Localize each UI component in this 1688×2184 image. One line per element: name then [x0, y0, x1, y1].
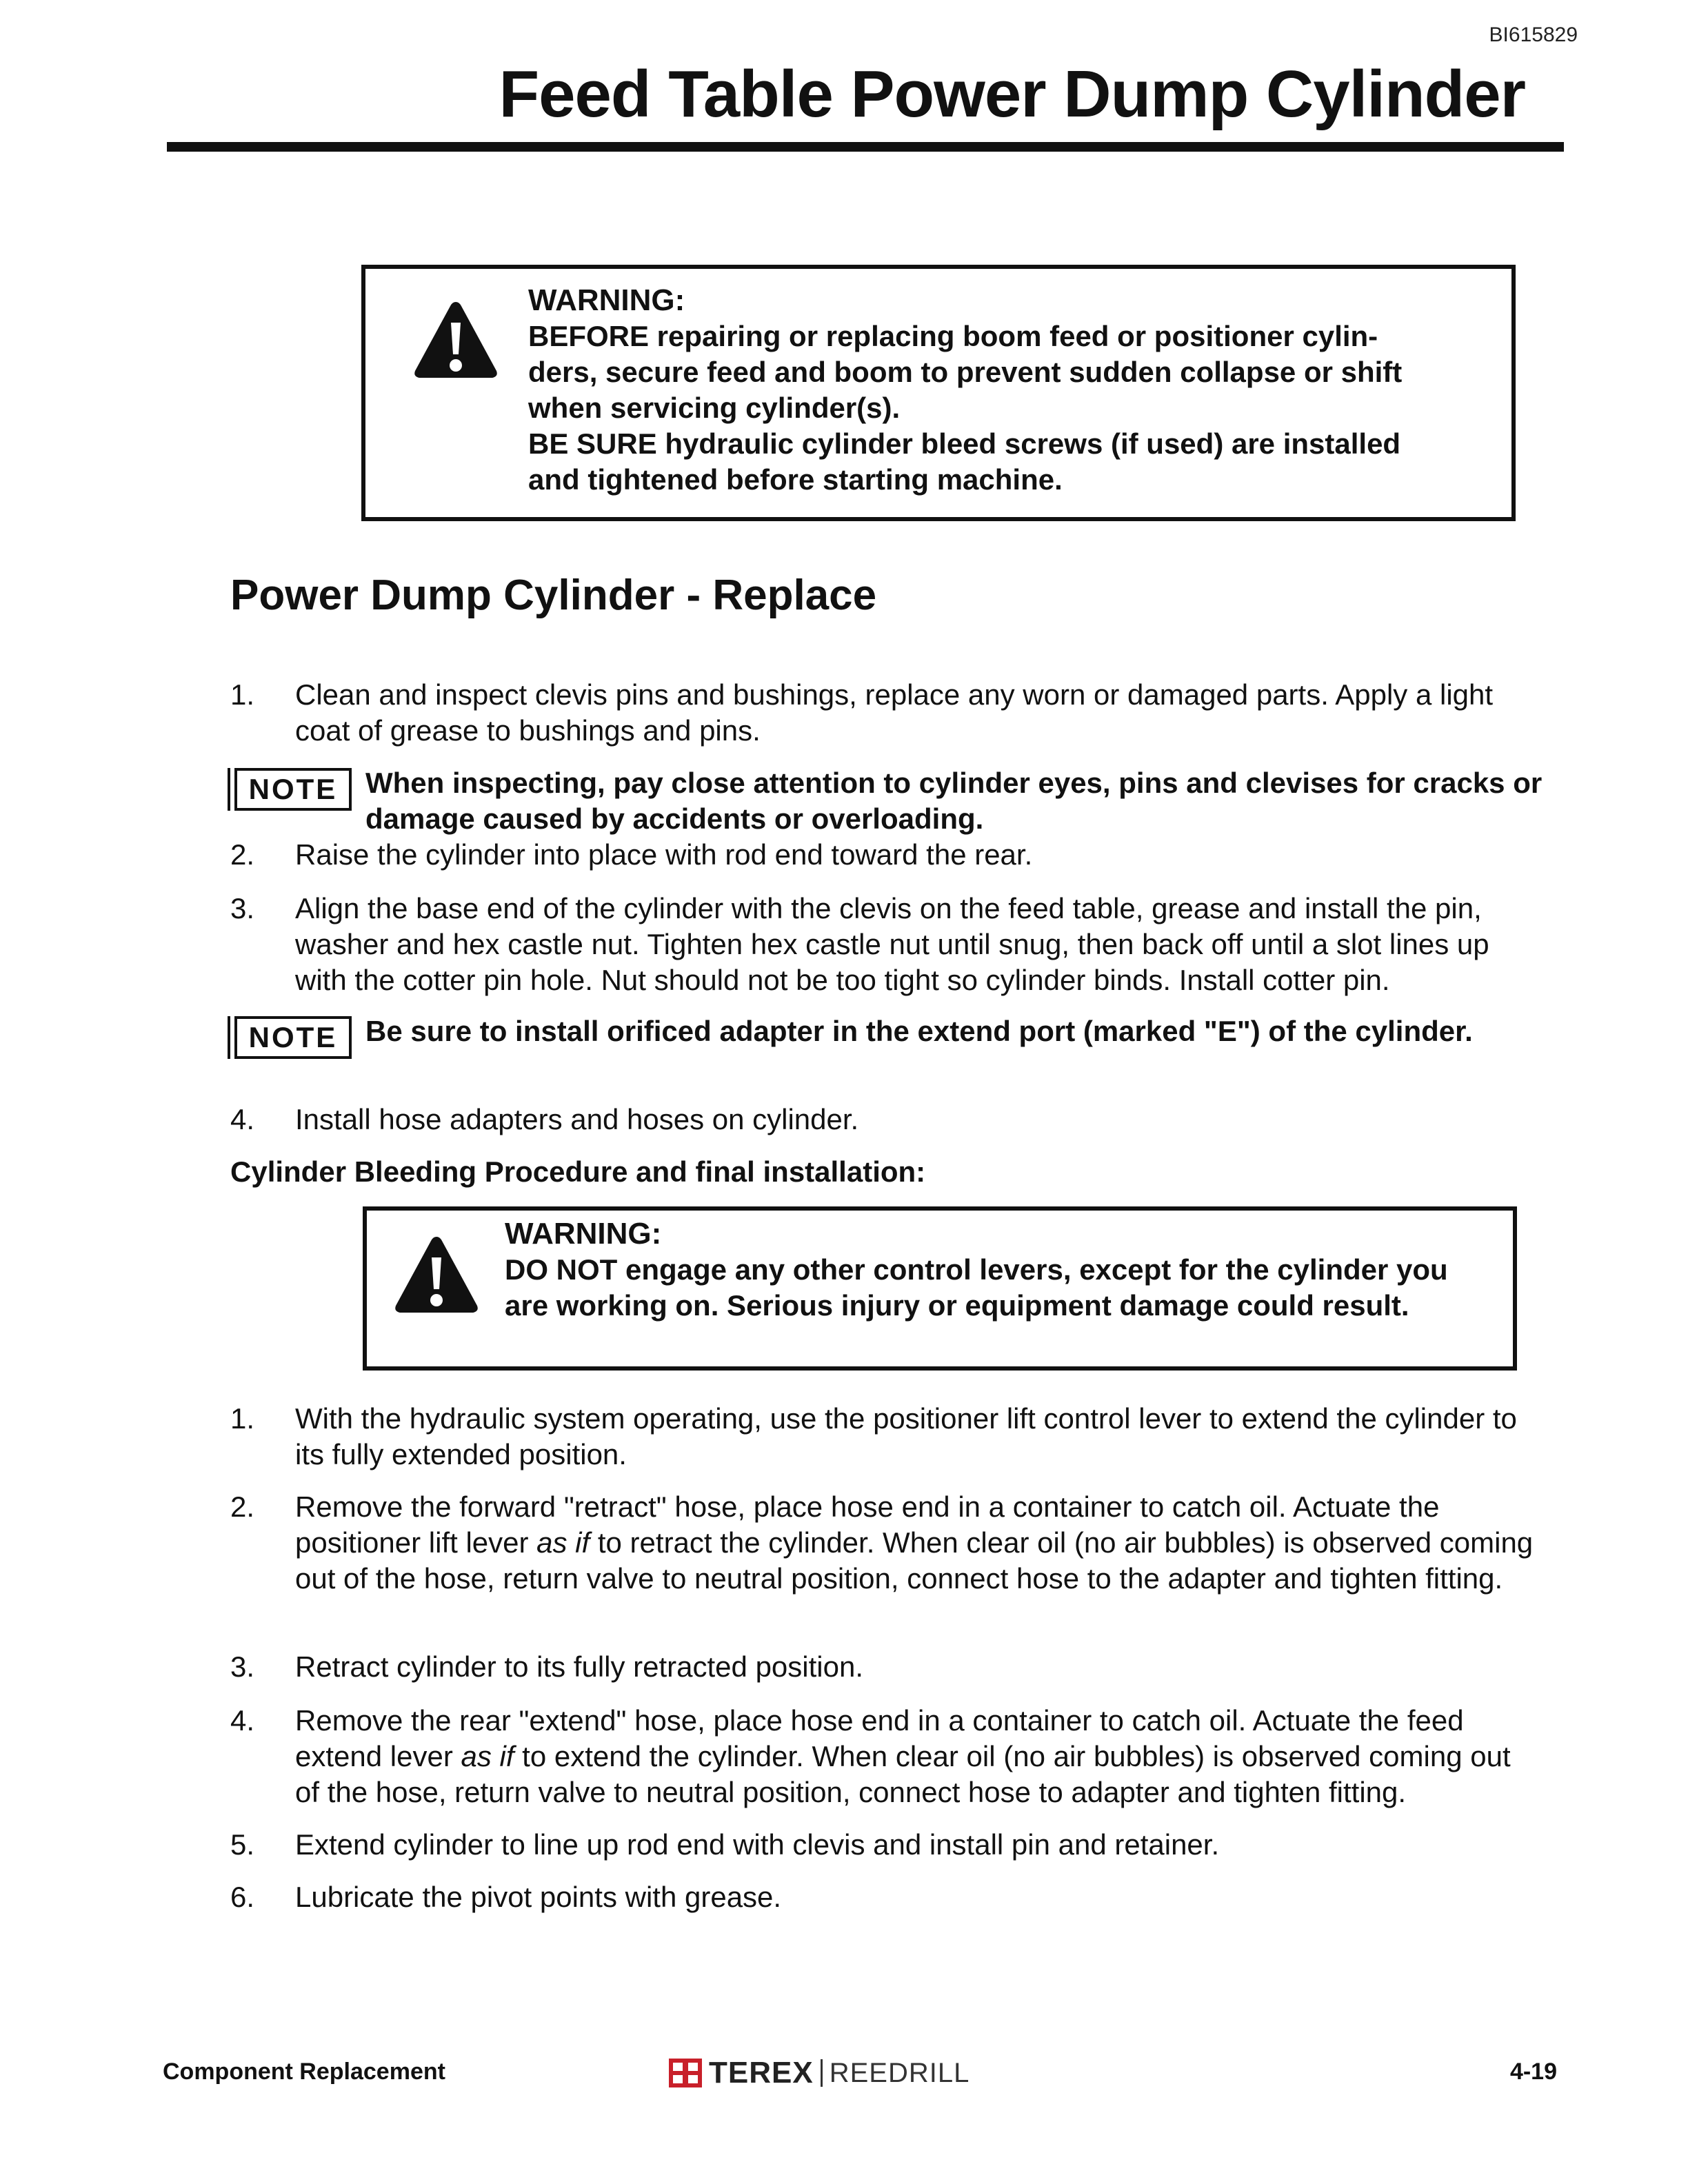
note-badge: NOTE	[234, 1016, 352, 1059]
warning-line: and tightened before starting machine.	[528, 463, 1063, 496]
step-text-emphasis: as if	[461, 1740, 514, 1772]
step-number: 4.	[230, 1103, 255, 1135]
page-number: 4-19	[1509, 2059, 1557, 2085]
step-text-part: to extend the cylinder. When clear oil (no air bubbles) is observed coming out of the hose, return valve to neutral position, connect hose to adapter and tighten fitting.	[295, 1740, 1511, 1808]
step-text-emphasis: as if	[536, 1526, 590, 1559]
step-text-part: to retract the cylinder. When clear oil (no air bubbles) is observed coming out of the hose, return valve to neutral position, connect hose to the adapter and tighten fitting.	[295, 1526, 1534, 1595]
footer-section-name: Component Replacement	[163, 2059, 445, 2085]
note-badge: NOTE	[234, 768, 352, 811]
warning-line: BE SURE hydraulic cylinder bleed screws (if used) are installed	[528, 427, 1401, 460]
step-number: 5.	[230, 1828, 255, 1861]
document-id: BI615829	[1489, 23, 1578, 46]
terex-logo-icon	[669, 2059, 702, 2087]
note-text: When inspecting, pay close attention to cylinder eyes, pins and clevises for cracks or damage caused by accidents or overloading.	[365, 767, 1543, 835]
warning-heading: WARNING:	[528, 283, 685, 317]
step-text	[295, 1703, 1536, 1810]
brand-reedrill: REEDRILL	[829, 2057, 970, 2088]
step-text	[295, 1489, 1536, 1597]
warning-heading: WARNING:	[505, 1217, 662, 1251]
step-number: 1.	[230, 1402, 255, 1435]
warning-line: DO NOT engage any other control levers, except for the cylinder you	[505, 1253, 1448, 1286]
warning-triangle-icon	[392, 1234, 481, 1315]
title-rule	[167, 142, 1564, 152]
step-text: With the hydraulic system operating, use the positioner lift control lever to extend the cylinder to its fully extended position.	[295, 1402, 1517, 1470]
note-text: Be sure to install orificed adapter in the extend port (marked "E") of the cylinder.	[365, 1015, 1473, 1047]
warning-box-1	[361, 265, 1516, 521]
step-text: Clean and inspect clevis pins and bushings, replace any worn or damaged parts. Apply a light coat of grease to bushings and pins.	[295, 678, 1494, 747]
footer-brand	[669, 2056, 969, 2090]
warning-line: when servicing cylinder(s).	[528, 392, 901, 424]
step-text: Install hose adapters and hoses on cylinder.	[295, 1103, 859, 1135]
step-number: 2.	[230, 838, 255, 871]
warning-line: BEFORE repairing or replacing boom feed or positioner cylin-	[528, 320, 1378, 352]
step-text: Extend cylinder to line up rod end with clevis and install pin and retainer.	[295, 1828, 1220, 1861]
step-number: 2.	[230, 1490, 255, 1523]
brand-divider	[821, 2059, 823, 2087]
step-number: 4.	[230, 1704, 255, 1737]
warning-line: are working on. Serious injury or equipment damage could result.	[505, 1289, 1409, 1322]
step-text: Lubricate the pivot points with grease.	[295, 1881, 782, 1913]
subheading: Cylinder Bleeding Procedure and final installation:	[230, 1155, 926, 1188]
step-text-part: Remove the rear "extend" hose, place hose end in a container to catch oil. Actuate the feed extend lever	[295, 1704, 1464, 1772]
step-text: Align the base end of the cylinder with the clevis on the feed table, grease and install the pin, washer and hex castle nut. Tighten hex castle nut until snug, then back off until a slot lines up with the cotter pin hole. Nut should not be too tight so cylinder binds. Install cotter pin.	[295, 892, 1489, 996]
step-number: 3.	[230, 1650, 255, 1683]
page-title: Feed Table Power Dump Cylinder	[499, 57, 1525, 131]
warning-line: ders, secure feed and boom to prevent sudden collapse or shift	[528, 356, 1403, 388]
section-title: Power Dump Cylinder - Replace	[230, 572, 877, 619]
step-text-part: Remove the forward "retract" hose, place hose end in a container to catch oil. Actuate the positioner lift lever	[295, 1490, 1440, 1559]
step-number: 3.	[230, 892, 255, 924]
step-text: Retract cylinder to its fully retracted position.	[295, 1650, 864, 1683]
step-number: 1.	[230, 678, 255, 711]
warning-box-2	[363, 1206, 1517, 1371]
step-number: 6.	[230, 1881, 255, 1913]
warning-triangle-icon	[411, 299, 501, 381]
step-text: Raise the cylinder into place with rod end toward the rear.	[295, 838, 1033, 871]
brand-terex: TEREX	[709, 2056, 814, 2090]
